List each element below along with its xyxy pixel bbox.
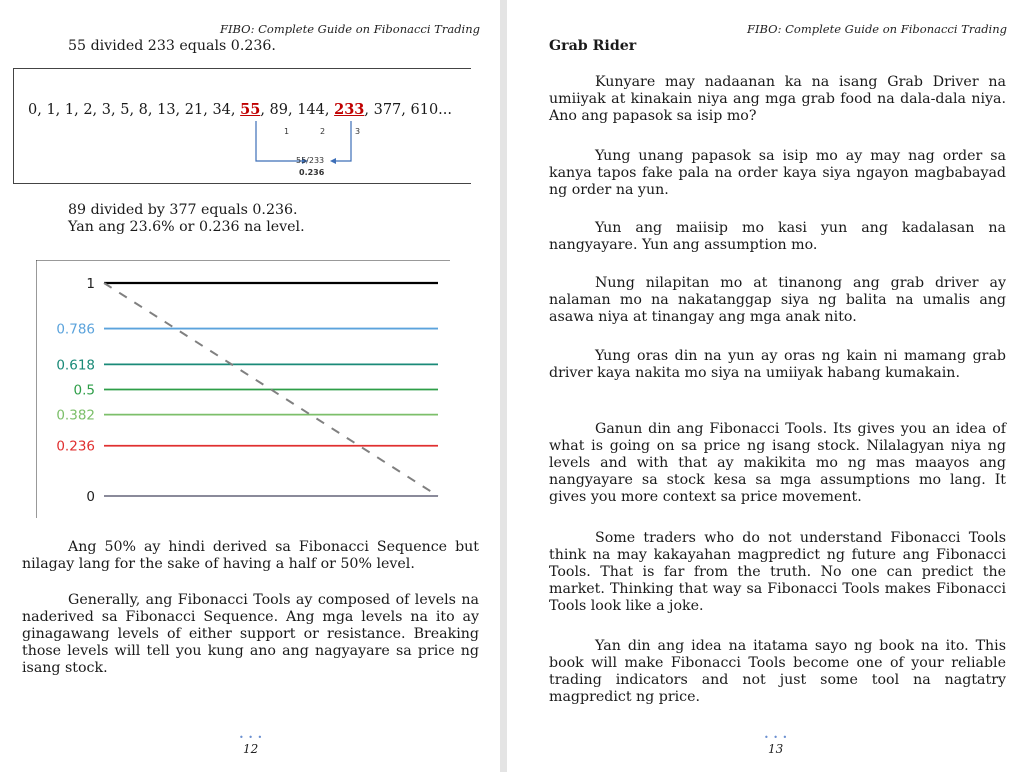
sequence-bracket-arrows [14, 69, 471, 183]
level-label-0-5: 0.5 [73, 382, 95, 399]
page-number-left: 12 [243, 742, 259, 756]
section-title: Grab Rider [549, 38, 637, 54]
paragraph-50-percent: Ang 50% ay hindi derived sa Fibonacci Sequence but nilagay lang for the sake of having a half or 50% level. [22, 539, 479, 572]
count-label-3: 3 [355, 127, 361, 136]
sequence-suffix: , 377, 610... [364, 102, 453, 118]
sequence-mid: , 89, 144, [260, 102, 335, 118]
paragraph-7: Some traders who do not understand Fibonacci Tools think na may kakayahan magpredict ng future ang Fibonacci Tools. That is far from the truth. No one can predict the market. Thinking that way sa Fibonacci Tools makes Fibonacci Tools look like a joke. [549, 530, 1006, 614]
paragraph-5: Yung oras din na yun ay oras ng kain ni mamang grab driver kaya nakita mo siya na umiiyak habang kumakain. [549, 348, 1006, 381]
paragraph-1: Kunyare may nadaanan ka na isang Grab Driver na umiiyak at kinakain niya ang mga grab food na dala-dala niya. Ano ang papasok sa isip mo? [549, 74, 1006, 124]
right-page [507, 0, 1023, 772]
fibonacci-levels-chart [36, 260, 456, 522]
level-label-0-236: 0.236 [56, 438, 95, 455]
page-ornament: • • • [764, 733, 789, 742]
ratio-label: 55/233 [296, 156, 325, 165]
level-label-0-786: 0.786 [56, 321, 95, 338]
count-label-2: 2 [320, 127, 326, 136]
highlight-55: 55 [240, 101, 261, 118]
level-label-0-382: 0.382 [56, 407, 95, 424]
running-header: FIBO: Complete Guide on Fibonacci Trading [219, 22, 480, 36]
left-page [0, 0, 500, 772]
running-header: FIBO: Complete Guide on Fibonacci Trading [746, 22, 1007, 36]
paragraph-3: Yun ang maiisip mo kasi yun ang kadalasan na nangyayare. Yun ang assumption mo. [549, 220, 1006, 253]
page-ornament: • • • [239, 733, 264, 742]
sequence-prefix: 0, 1, 1, 2, 3, 5, 8, 13, 21, 34, [28, 102, 241, 118]
page-number-right: 13 [768, 742, 784, 756]
level-label-0: 0 [86, 489, 95, 505]
paragraph-generally: Generally, ang Fibonacci Tools ay composed of levels na naderived sa Fibonacci Sequence. Ang mga levels na ito ay ginagawang levels of either support or resistance. Breaking those levels will tell you kung ano ang nagyayare sa price ng isang stock. [22, 592, 479, 676]
sequence-intro-line: 55 divided 233 equals 0.236. [68, 38, 276, 54]
ratio-value: 0.236 [299, 168, 325, 177]
paragraph-6: Ganun din ang Fibonacci Tools. Its gives you an idea of what is going on sa price ng isang stock. Nilalagyan niya ng levels and with that ay makikita mo ng mas maayos ang nangyayare sa stock kesa sa mga assumptions mo lang. It gives you more context sa price movement. [549, 421, 1006, 505]
level-label-0-618: 0.618 [56, 357, 95, 374]
paragraph-4: Nung nilapitan mo at tinanong ang grab driver ay nalaman mo na nakatanggap siya ng balita na umalis ang asawa niya at tinangay ang mga anak nito. [549, 275, 1006, 325]
count-label-1: 1 [284, 127, 290, 136]
paragraph-8: Yan din ang idea na itatama sayo ng book na ito. This book will make Fibonacci Tools become one of your reliable trading indicators and not just some tool na nagtatry magpredict ng price. [549, 638, 1006, 705]
highlight-233: 233 [334, 101, 365, 118]
level-label-1: 1 [86, 276, 95, 292]
ratio-line-1: 89 divided by 377 equals 0.236. [68, 202, 298, 218]
paragraph-2: Yung unang papasok sa isip mo ay may nag order sa kanya tapos fake pala na order kaya siya ngayon magbabayad ng order na yun. [549, 148, 1006, 198]
ratio-line-2: Yan ang 23.6% or 0.236 na level. [68, 219, 305, 235]
fibonacci-sequence-figure [13, 68, 471, 184]
book-gutter [500, 0, 507, 772]
